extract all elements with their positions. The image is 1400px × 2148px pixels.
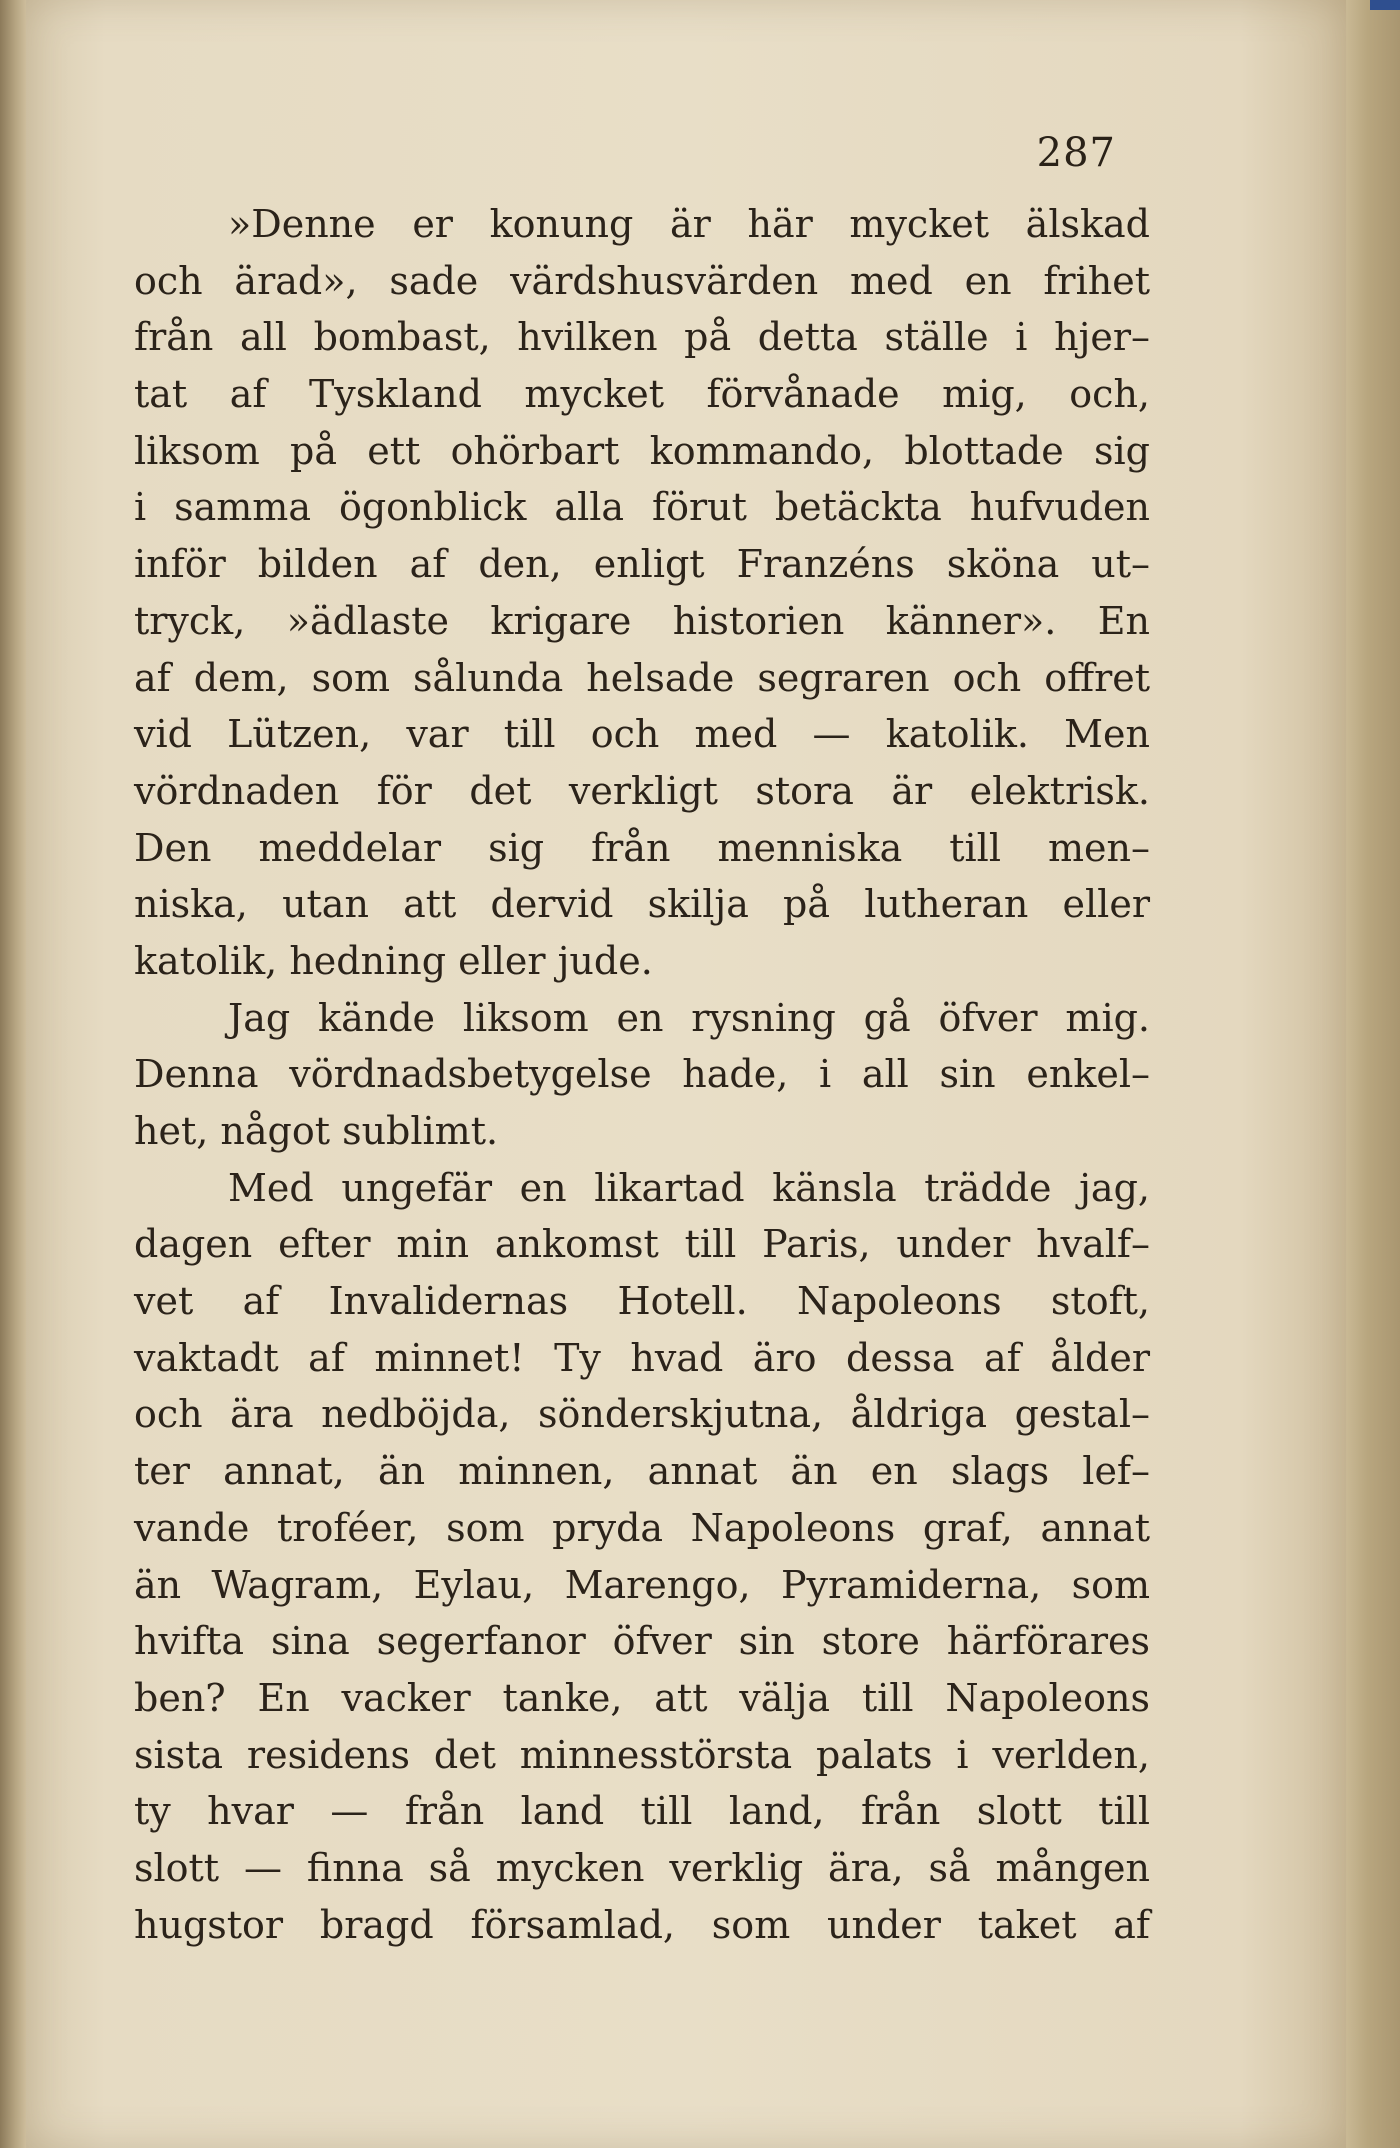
text-line: dagen efter min ankomst till Paris, under hvalf– [134, 1222, 1150, 1267]
text-line: Jag kände liksom en rysning gå öfver mig. [228, 995, 1150, 1040]
text-line: hugstor bragd församlad, som under taket af [134, 1902, 1150, 1947]
text-line: vördnaden för det verkligt stora är elektrisk. [134, 768, 1150, 813]
text-line: ben? En vacker tanke, att välja till Napoleons [134, 1675, 1150, 1720]
text-line: liksom på ett ohörbart kommando, blottade sig [134, 428, 1150, 473]
text-line: än Wagram, Eylau, Marengo, Pyramiderna, som [134, 1562, 1150, 1607]
text-line: Denna vördnadsbetygelse hade, i all sin enkel– [134, 1052, 1150, 1097]
text-line: vid Lützen, var till och med — katolik. Men [134, 712, 1150, 757]
text-line: niska, utan att dervid skilja på lutheran eller [134, 882, 1150, 927]
text-line: ty hvar — från land till land, från slott till [134, 1789, 1150, 1834]
body-text [134, 196, 1150, 1953]
text-line: katolik, hedning eller jude. [134, 938, 653, 983]
text-line: vet af Invalidernas Hotell. Napoleons stoft, [134, 1279, 1150, 1324]
text-line: het, något sublimt. [134, 1109, 499, 1153]
page-number: 287 [1036, 130, 1116, 176]
text-line: sista residens det minnesstörsta palats i verlden, [134, 1732, 1150, 1777]
text-line: slott — finna så mycken verklig ära, så mången [134, 1845, 1150, 1890]
text-line: vaktadt af minnet! Ty hvad äro dessa af ålder [134, 1335, 1150, 1380]
text-line: tryck, »ädlaste krigare historien känner». En [134, 598, 1150, 643]
page-edge-stack [1346, 0, 1400, 2148]
book-page [26, 0, 1346, 2148]
text-line: och ärad», sade värdshusvärden med en frihet [134, 258, 1150, 303]
text-line: af dem, som sålunda helsade segraren och offret [134, 655, 1150, 700]
text-line: Med ungefär en likartad känsla trädde jag, [228, 1165, 1150, 1210]
text-line: vande troféer, som pryda Napoleons graf, annat [134, 1505, 1150, 1550]
book-gutter [0, 0, 26, 2148]
text-line: i samma ögonblick alla förut betäckta hufvuden [134, 485, 1150, 530]
text-line: från all bombast, hvilken på detta ställe i hjer– [134, 315, 1150, 360]
text-line: Den meddelar sig från menniska till men– [134, 825, 1150, 870]
text-line: inför bilden af den, enligt Franzéns sköna ut– [134, 542, 1150, 587]
text-line: tat af Tyskland mycket förvånade mig, och, [134, 372, 1150, 417]
text-line: »Denne er konung är här mycket älskad [228, 202, 1150, 246]
text-line: hvifta sina segerfanor öfver sin store härförares [134, 1619, 1150, 1664]
text-line: ter annat, än minnen, annat än en slags lef– [134, 1449, 1150, 1494]
bookmark-corner [1370, 0, 1400, 10]
text-line: och ära nedböjda, sönderskjutna, åldriga gestal– [134, 1392, 1150, 1437]
